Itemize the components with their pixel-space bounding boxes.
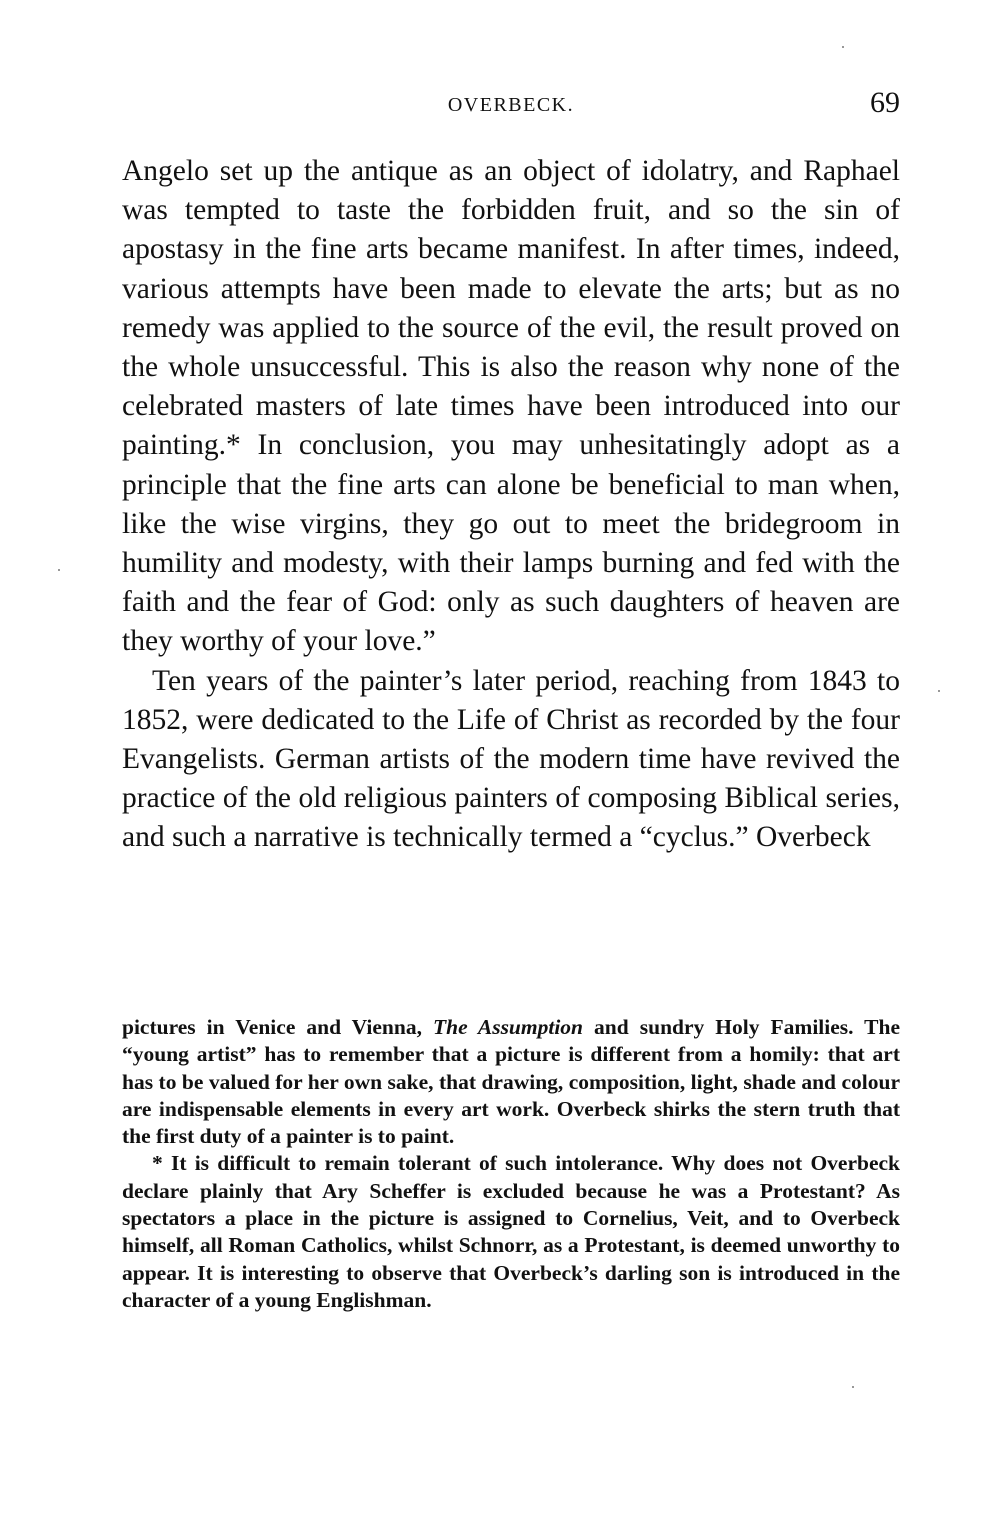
footnote-text: and sundry Holy Families. The “young artist” has to remember that a picture is different from a homily: that art has to be valued for her own sake, that drawing, composition, light, shade and colour are indispensable elements in every art work. Overbeck shirks the stern truth that the first duty of a painter is to paint. [122, 1015, 901, 1149]
page-number: 69 [870, 86, 900, 119]
footnote-text: pictures in Venice and Vienna, [122, 1015, 433, 1039]
body-paragraph: Angelo set up the antique as an object of idolatry, and Raphael was tempted to taste the forbidden fruit, and so the sin of apostasy in the fine arts became manifest. In after times, indeed, various attempts have been made to elevate the arts; but as no remedy was applied to the source of the evil, the result proved on the whole unsuccessful. This is also the reason why none of the celebrated masters of late times have been introduced into our painting.* In conclusion, you may unhesitatingly adopt as a principle that the fine arts can alone be beneficial to man when, like the wise virgins, they go out to meet the bridegroom in humility and modesty, with their lamps burning and fed with the faith and the fear of God: only as such daughters of heaven are they worthy of your love.” [122, 155, 900, 658]
main-text [122, 152, 900, 858]
footnote-continued [122, 1014, 900, 1150]
scan-speck [58, 569, 60, 571]
running-head: OVERBECK. [447, 94, 575, 116]
body-paragraph: Ten years of the painter’s later period, reaching from 1843 to 1852, were dedicated to the Life of Christ as recorded by the four Evangelists. German artists of the modern time have revived the practice of the old religious painters of composing Biblical series, and such a narrative is technically termed a “cyclus.” Overbeck [122, 664, 900, 854]
scan-speck [938, 690, 940, 692]
footnotes [122, 1014, 900, 1314]
footnote-asterisk: * It is difficult to remain tolerant of such intolerance. Why does not Overbeck declare plainly that Ary Scheffer is excluded because he was a Protestant? As spectators a place in the picture is assigned to Cornelius, Veit, and to Overbeck himself, all Roman Catholics, whilst Schnorr, as a Protestant, is deemed unworthy to appear. It is interesting to observe that Overbeck’s darling son is introduced in the character of a young Englishman. [122, 1151, 900, 1312]
page-header [122, 88, 900, 128]
artwork-title: The Assumption [433, 1015, 584, 1039]
scan-speck [852, 1386, 854, 1388]
scan-speck [842, 46, 844, 48]
